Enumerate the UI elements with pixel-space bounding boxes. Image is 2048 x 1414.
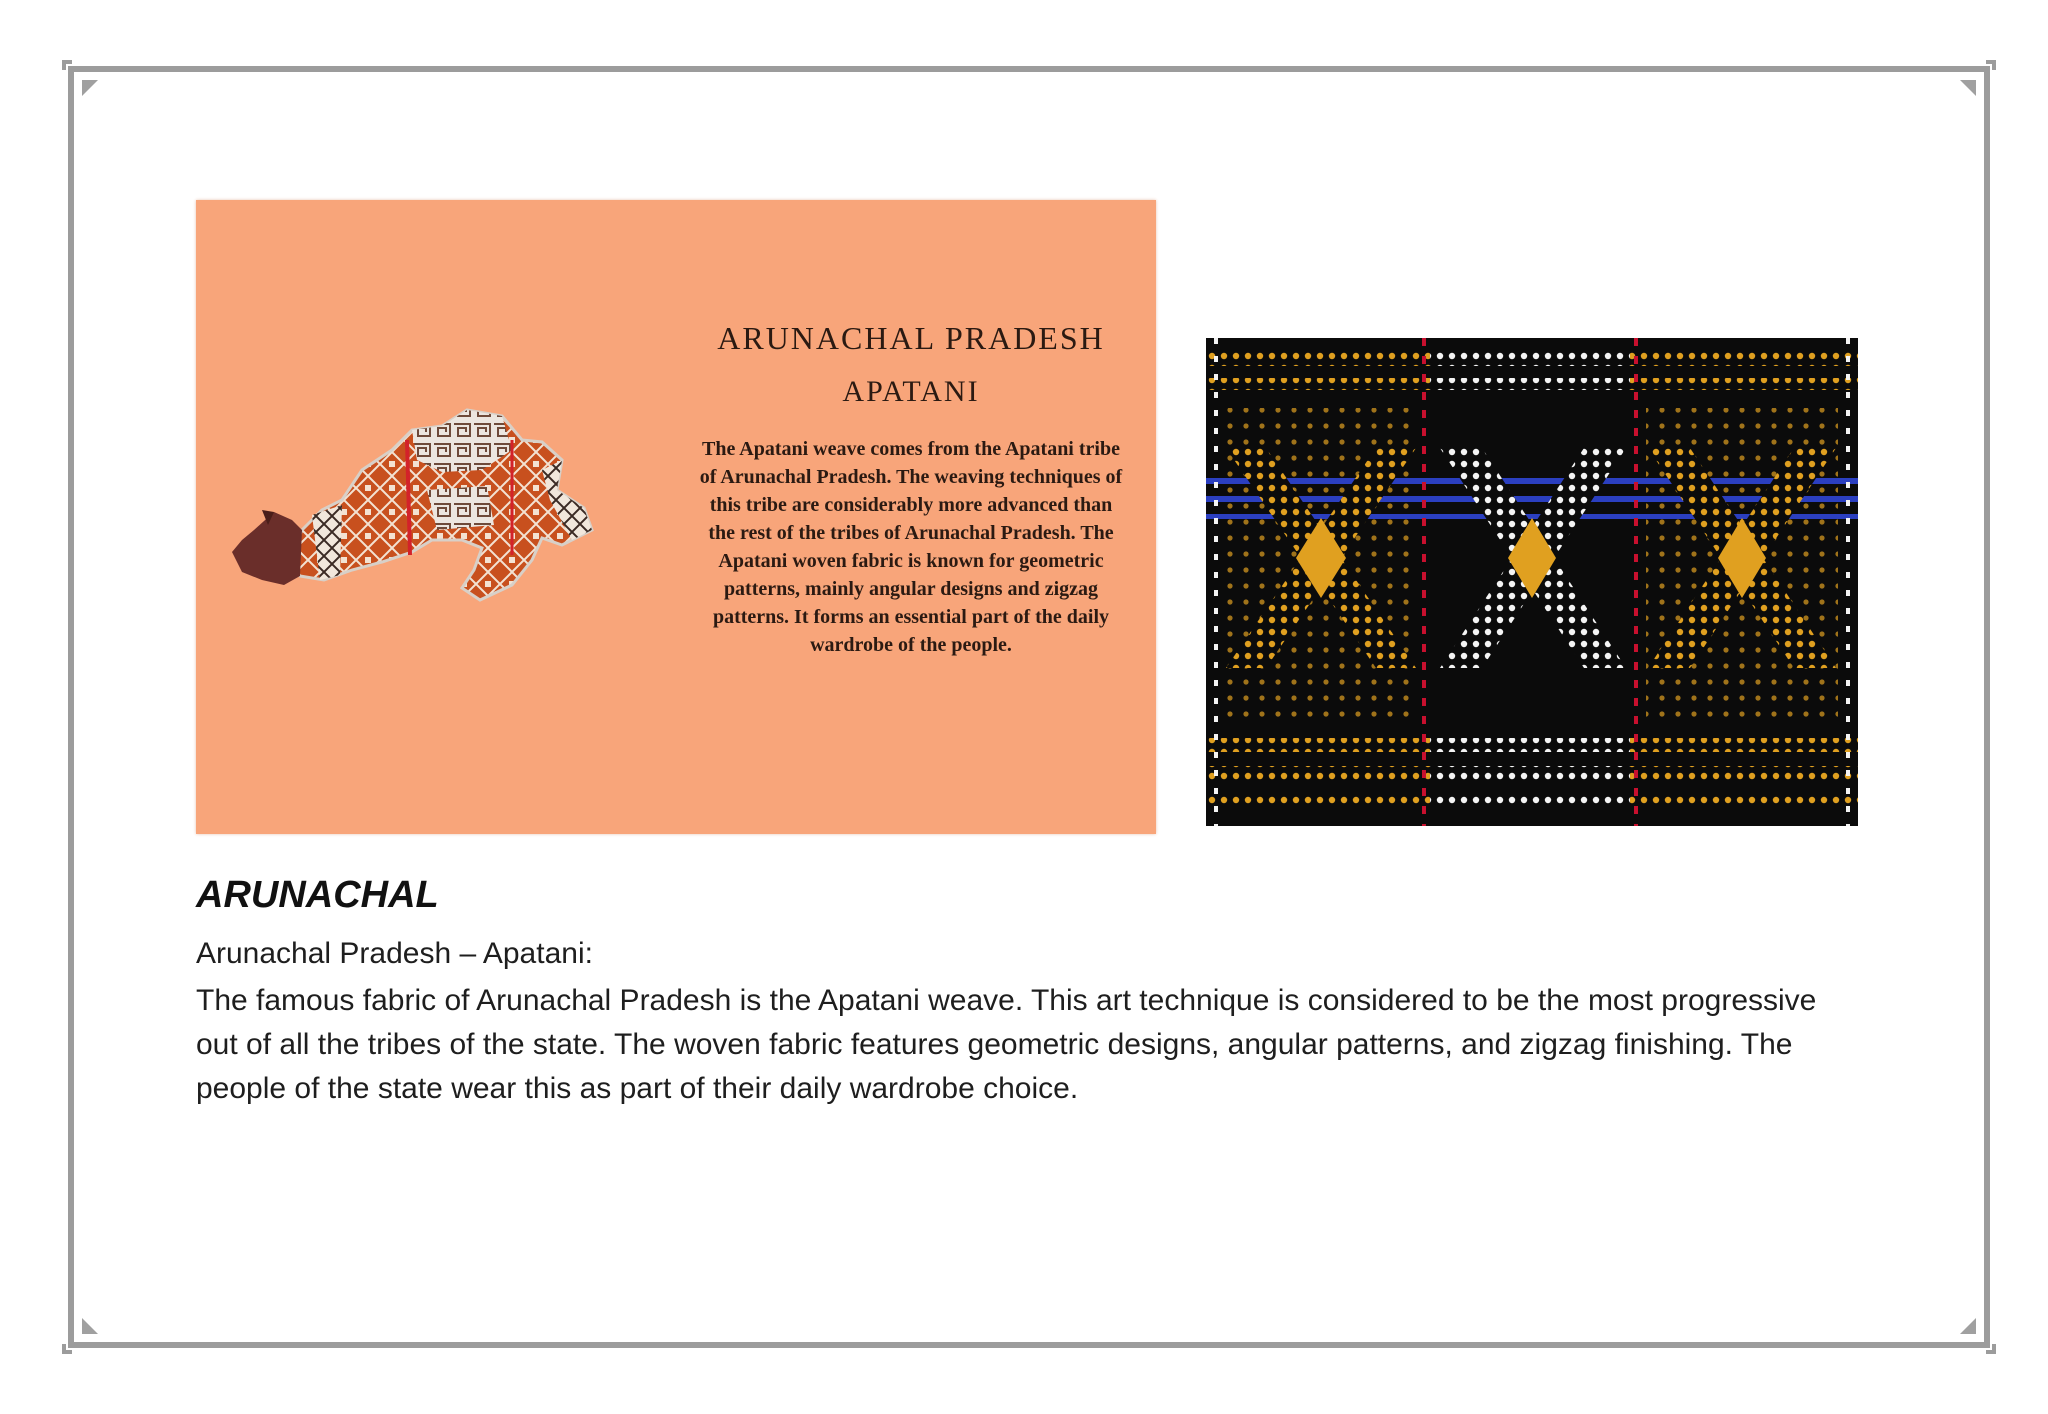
- apatani-infographic: [196, 200, 1156, 834]
- apatani-weave-photo: [1206, 338, 1858, 826]
- corner-ornament-bottom-left: [82, 1318, 98, 1334]
- corner-ornament-bottom-right: [1960, 1318, 1976, 1334]
- section-body: The famous fabric of Arunachal Pradesh is the Apatani weave. This art technique is considered to be the most progressive out of all the tribes of the state. The woven fabric features geometric designs, angular patterns, and zigzag finishing. The people of the state wear this as part of their daily wardrobe choice.: [196, 984, 1817, 1105]
- section-subheading: Arunachal Pradesh – Apatani:: [196, 937, 593, 970]
- infographic-paragraph: The Apatani weave comes from the Apatani tribe of Arunachal Pradesh. The weaving techniques of this tribe are considerably more advanced than the rest of the tribes of Arunachal Pradesh. The Apatani woven fabric is known for geometric patterns, mainly angular designs and zigzag patterns. It forms an essential part of the daily wardrobe of the people.: [699, 438, 1123, 656]
- corner-ornament-top-left: [82, 80, 98, 96]
- section-heading: ARUNACHAL: [196, 874, 439, 916]
- frame-tick: [1992, 60, 1996, 70]
- frame-tick: [62, 1344, 66, 1354]
- frame-tick: [1992, 1344, 1996, 1354]
- infographic-title: ARUNACHAL PRADESH: [717, 320, 1105, 356]
- arunachal-map-illustration: [212, 380, 662, 620]
- corner-ornament-top-right: [1960, 80, 1976, 96]
- infographic-subtitle: APATANI: [842, 375, 980, 408]
- frame-tick: [62, 60, 66, 70]
